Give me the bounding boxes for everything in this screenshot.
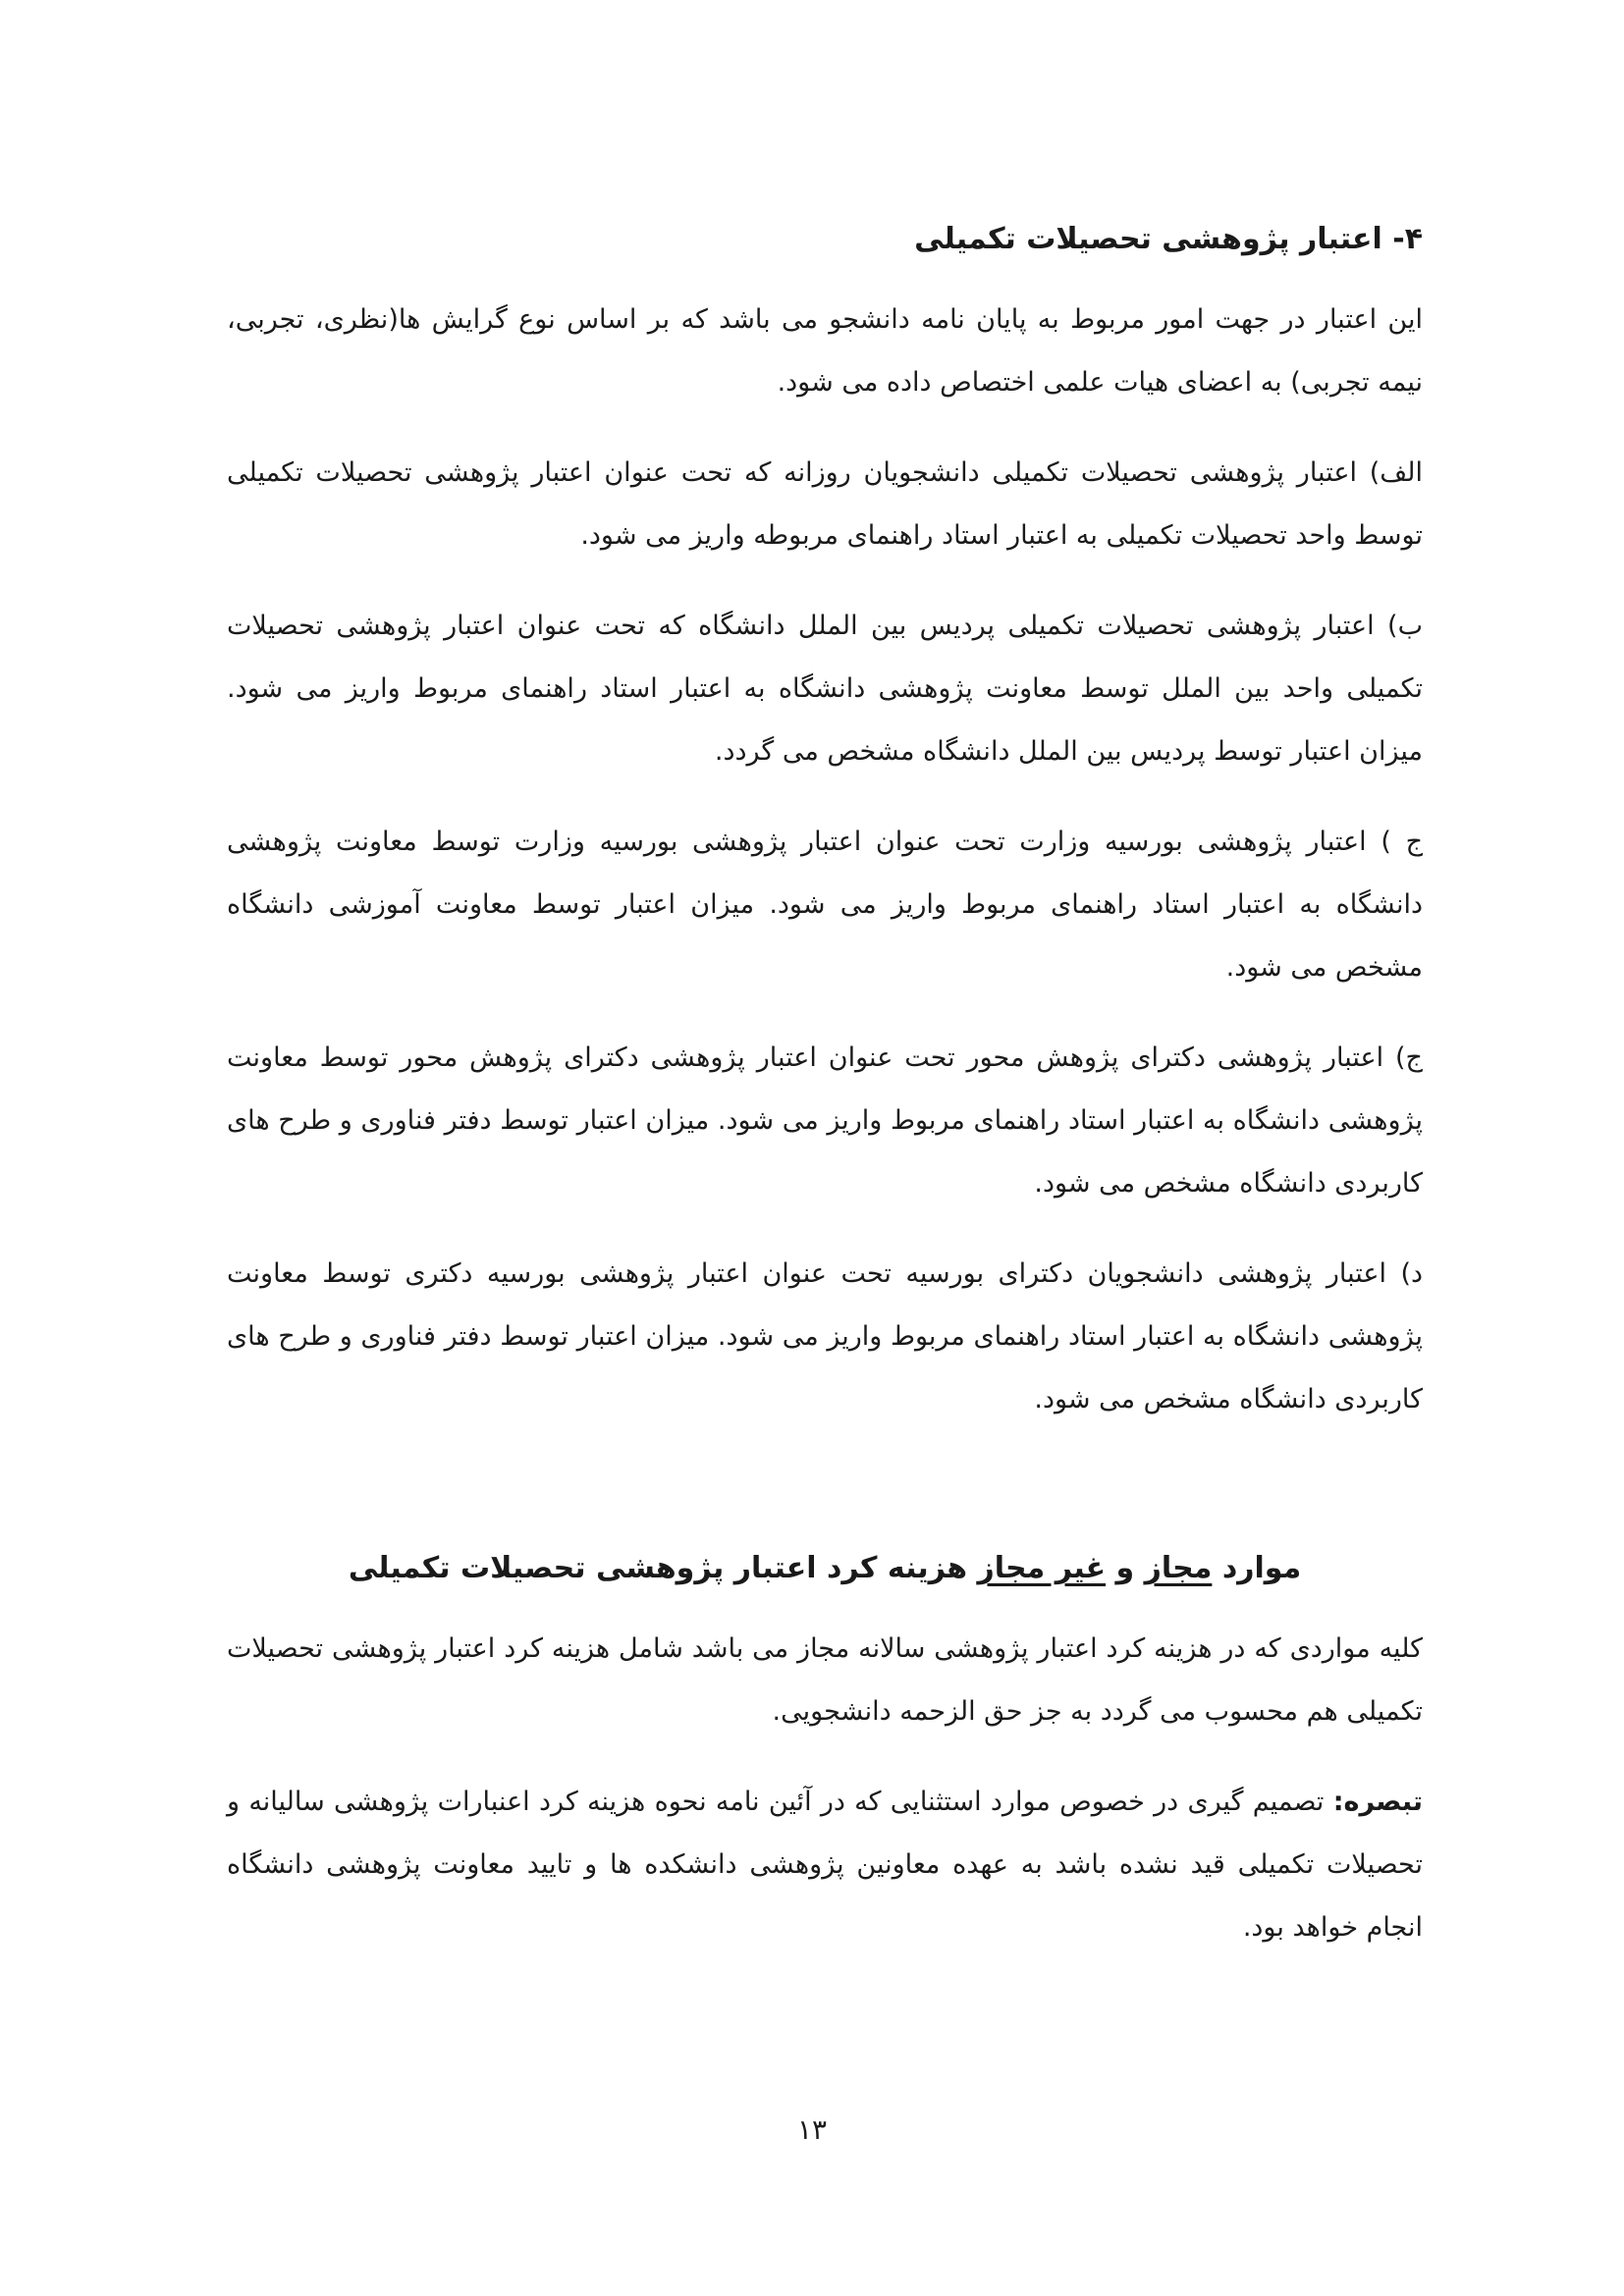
section-spacer: [227, 1459, 1423, 1547]
subheading-underlined-allowed: مجاز: [1144, 1551, 1213, 1585]
subheading-part1: موارد: [1212, 1551, 1302, 1585]
subheading-underlined-not-allowed: غیر مجاز: [977, 1551, 1107, 1585]
note-label: تبصره:: [1332, 1787, 1423, 1817]
allowed-costs-paragraph: کلیه مواردی که در هزینه کرد اعتبار پژوهشی سالانه مجاز می باشد شامل هزینه کرد اعتبار پژوهشی تحصیلات تکمیلی هم محسوب می گردد به جز حق الزحمه دانشجویی.: [227, 1633, 1423, 1727]
intro-paragraph: این اعتبار در جهت امور مربوط به پایان نامه دانشجو می باشد که بر اساس نوع گرایش ها(نظری، تجربی، نیمه تجربی) به اعضای هیات علمی اختصاص داده می شود.: [227, 304, 1423, 398]
paragraph-alef: الف) اعتبار پژوهشی تحصیلات تکمیلی دانشجویان روزانه که تحت عنوان اعتبار پژوهشی تحصیلات تکمیلی توسط واحد تحصیلات تکمیلی به اعتبار استاد راهنمای مربوطه واریز می شود.: [227, 457, 1423, 551]
note-text: تصمیم گیری در خصوص موارد استثنایی که در آئین نامه نحوه هزینه کرد اعنبارات پژوهشی سالیانه و تحصیلات تکمیلی قید نشده باشد به عهده معاونین پژوهشی دانشکده ها و تایید معاونت پژوهشی دانشگاه انجام خواهد بود.: [227, 1787, 1423, 1943]
note-paragraph: [227, 1771, 1423, 1959]
page-number: ۱۳: [796, 2113, 828, 2146]
subheading: [227, 1547, 1423, 1590]
paragraph-be: ب) اعتبار پژوهشی تحصیلات تکمیلی پردیس بین الملل دانشگاه که تحت عنوان اعتبار پژوهشی تحصیلات تکمیلی واحد بین الملل توسط معاونت پژوهشی دانشگاه به اعتبار استاد راهنمای مربوط واریز می شود. میزان اعتبار توسط پردیس بین الملل دانشگاه مشخص می گردد.: [227, 611, 1423, 767]
paragraph-jim-ministry: ج ) اعتبار پژوهشی بورسیه وزارت تحت عنوان اعتبار پژوهشی بورسیه وزارت توسط معاونت پژوهشی دانشگاه به اعتبار استاد راهنمای مربوط واریز می شود. میزان اعتبار توسط معاونت آموزشی دانشگاه مشخص می شود.: [227, 827, 1423, 983]
subheading-part3: هزینه کرد اعتبار پژوهشی تحصیلات تکمیلی: [348, 1551, 978, 1585]
section-heading: ۴- اعتبار پژوهشی تحصیلات تکمیلی: [914, 222, 1423, 256]
page-content: [227, 218, 1423, 1987]
paragraph-jim-research-phd: ج) اعتبار پژوهشی دکترای پژوهش محور تحت عنوان اعتبار پژوهشی دکترای پژوهش محور توسط معاونت پژوهشی دانشگاه به اعتبار استاد راهنمای مربوط واریز می شود. میزان اعتبار توسط دفتر فناوری و طرح های کاربردی دانشگاه مشخص می شود.: [227, 1042, 1423, 1199]
paragraph-dal: د) اعتبار پژوهشی دانشجویان دکترای بورسیه تحت عنوان اعتبار پژوهشی بورسیه دکتری توسط معاونت پژوهشی دانشگاه به اعتبار استاد راهنمای مربوط واریز می شود. میزان اعتبار توسط دفتر فناوری و طرح های کاربردی دانشگاه مشخص می شود.: [227, 1258, 1423, 1415]
subheading-part2: و: [1106, 1551, 1145, 1585]
